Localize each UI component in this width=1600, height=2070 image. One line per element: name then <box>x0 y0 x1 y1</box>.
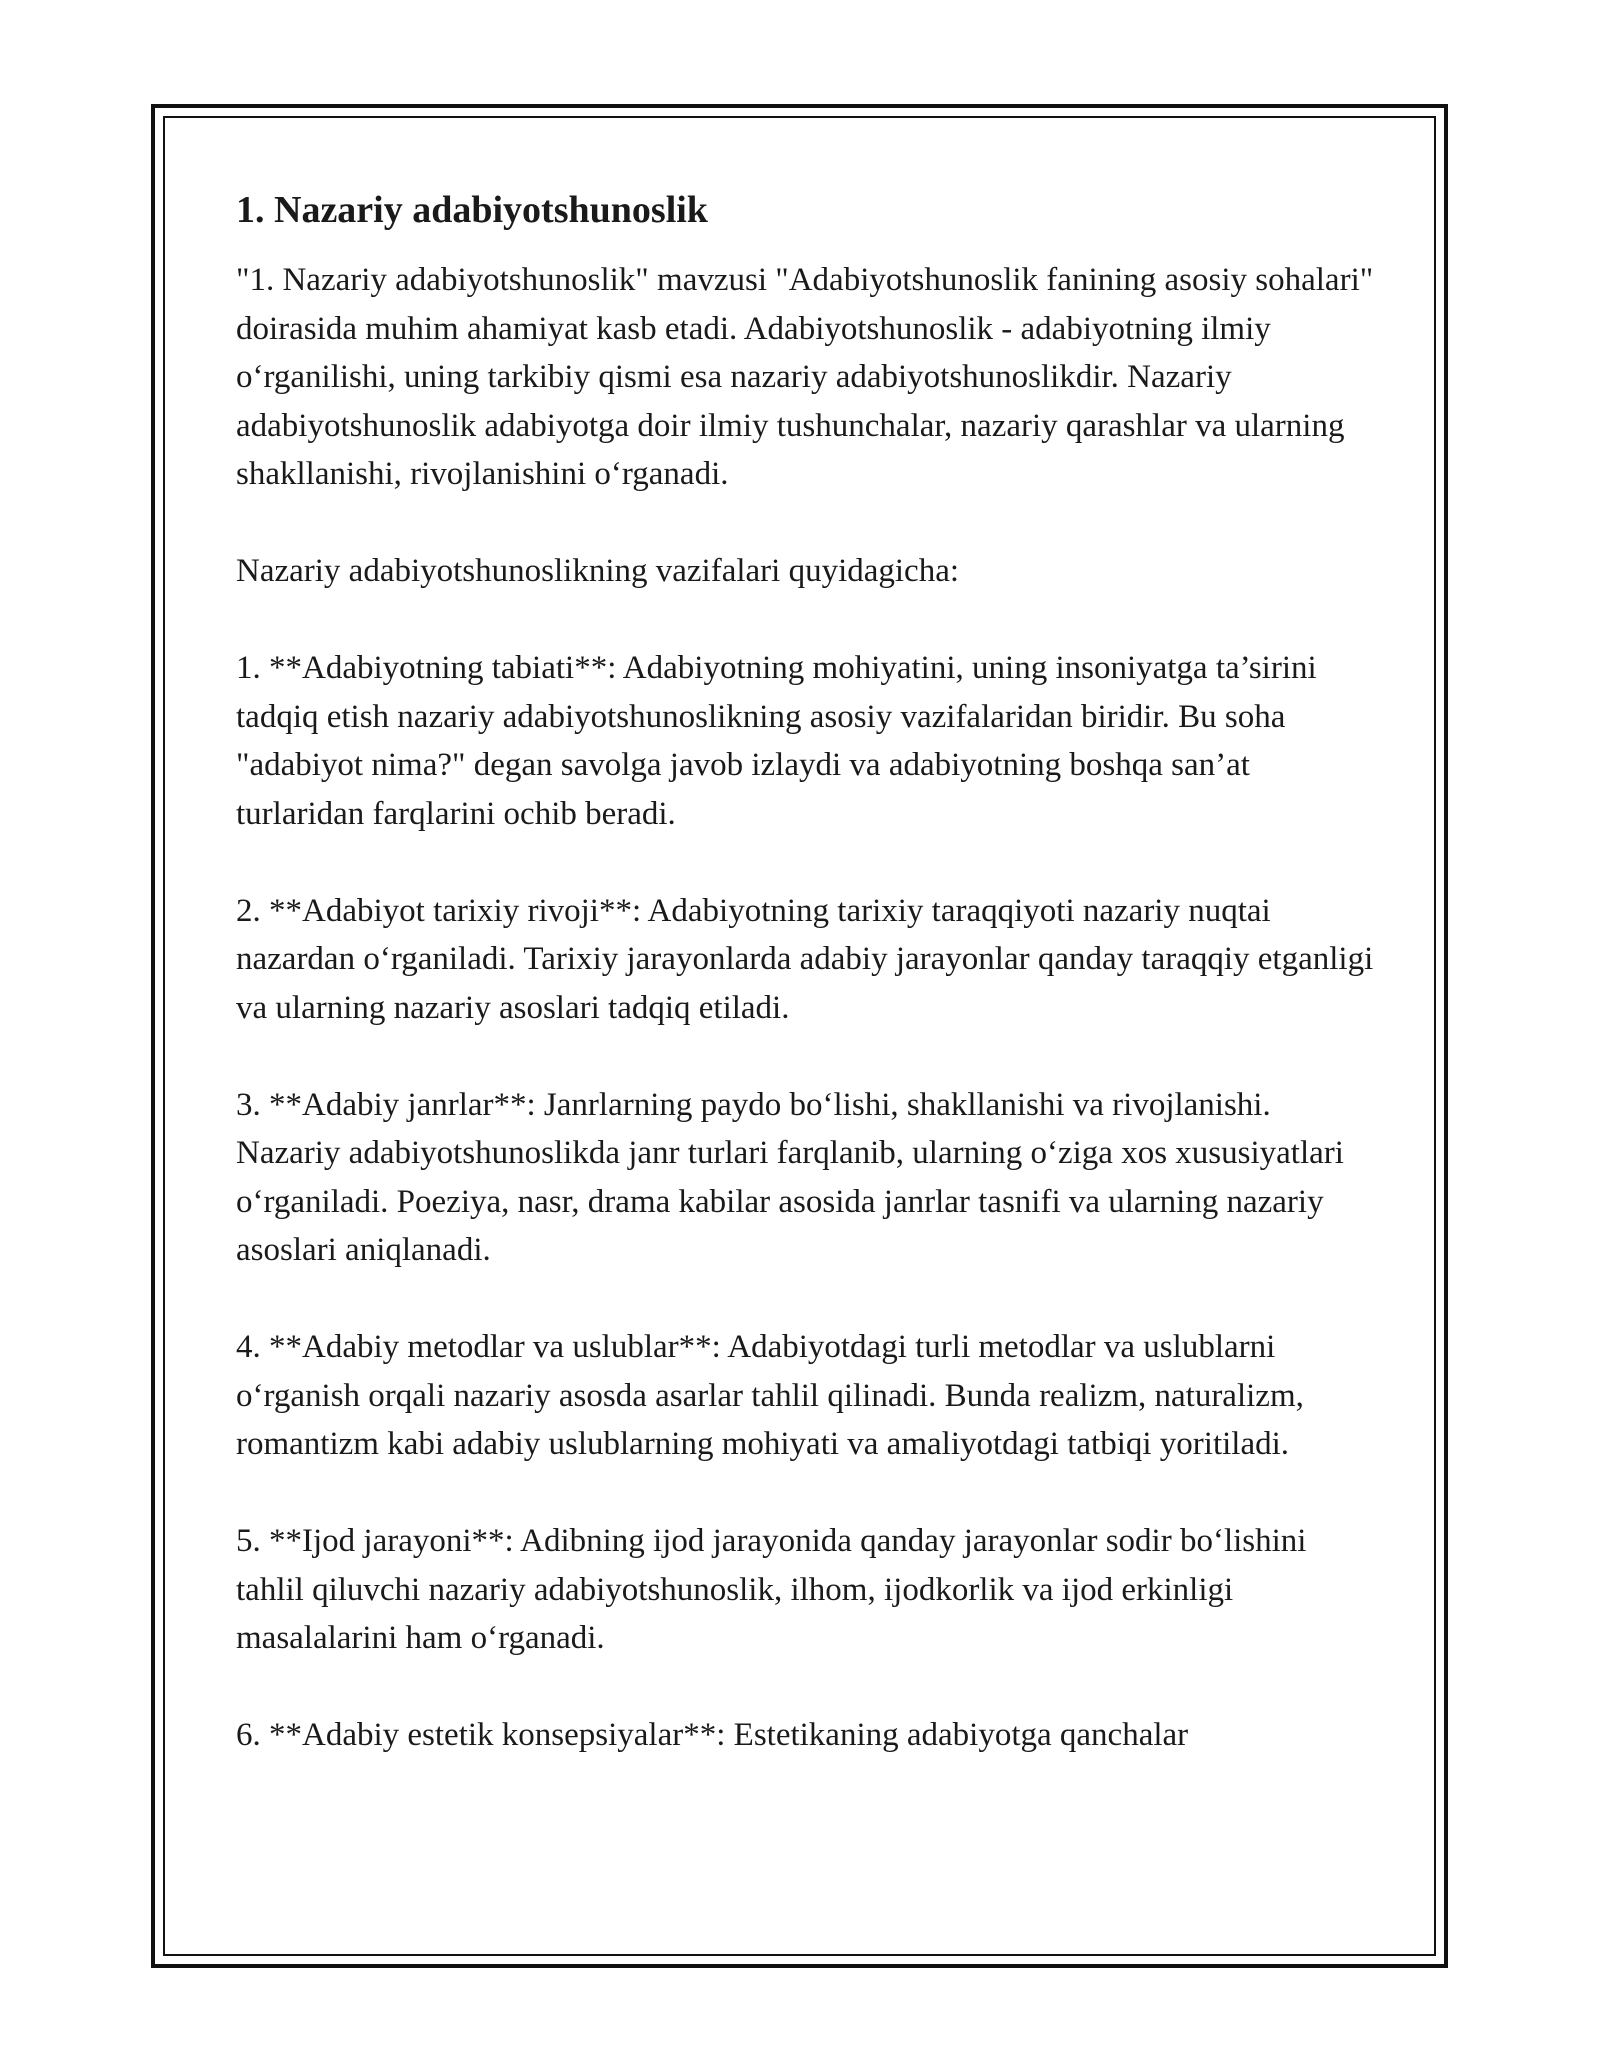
task-item-1: 1. **Adabiyotning tabiati**: Adabiyotning mohiyatini, uning insoniyatga ta’sirini tadqiq etish nazariy adabiyotshunoslikning asosiy vazifalaridan biridir. Bu soha "adabiyot nima?" degan savolga javob izlaydi va adabiyotning boshqa san’at turlaridan farqlarini ochib beradi. <box>236 650 1317 832</box>
task-item-6: 6. **Adabiy estetik konsepsiyalar**: Estetikaning adabiyotga qanchalar <box>236 1717 1189 1753</box>
task-item-3: 3. **Adabiy janrlar**: Janrlarning paydo bo‘lishi, shakllanishi va rivojlanishi. Nazariy adabiyotshunoslikda janr turlari farqlanib, ularning o‘ziga xos xususiyatlari o‘rganiladi. Poeziya, nasr, drama kabilar asosida janrlar tasnifi va ularning nazariy asoslari aniqlanadi. <box>236 1086 1344 1268</box>
task-item-5: 5. **Ijod jarayoni**: Adibning ijod jarayonida qanday jarayonlar sodir bo‘lishini tahlil qiluvchi nazariy adabiyotshunoslik, ilhom, ijodkorlik va ijod erkinligi masalalarini ham o‘rganadi. <box>236 1523 1307 1656</box>
document-title: 1. Nazariy adabiyotshunoslik <box>236 189 708 231</box>
tasks-heading: Nazariy adabiyotshunoslikning vazifalari quyidagicha: <box>236 553 960 589</box>
task-item-4: 4. **Adabiy metodlar va uslublar**: Adabiyotdagi turli metodlar va uslublarni o‘rganish orqali nazariy asosda asarlar tahlil qilinadi. Bunda realizm, naturalizm, romantizm kabi adabiy uslublarning mohiyati va amaliyotdagi tatbiqi yoritiladi. <box>236 1329 1304 1462</box>
document-body <box>236 186 1376 1808</box>
intro-paragraph: "1. Nazariy adabiyotshunoslik" mavzusi "Adabiyotshunoslik fanining asosiy sohalari" doirasida muhim ahamiyat kasb etadi. Adabiyotshunoslik - adabiyotning ilmiy o‘rganilishi, uning tarkibiy qismi esa nazariy adabiyotshunoslikdir. Nazariy adabiyotshunoslik adabiyotga doir ilmiy tushunchalar, nazariy qarashlar va ularning shakllanishi, rivojlanishini o‘rganadi. <box>236 262 1374 492</box>
task-item-2: 2. **Adabiyot tarixiy rivoji**: Adabiyotning tarixiy taraqqiyoti nazariy nuqtai nazardan o‘rganiladi. Tarixiy jarayonlarda adabiy jarayonlar qanday taraqqiy etganligi va ularning nazariy asoslari tadqiq etiladi. <box>236 892 1374 1026</box>
